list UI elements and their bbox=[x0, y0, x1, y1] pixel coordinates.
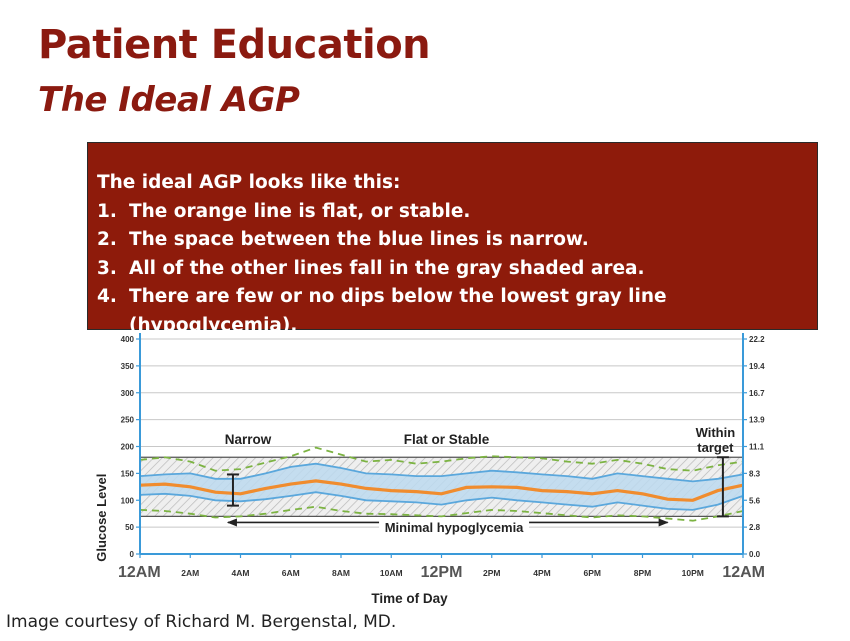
callout-item-number: 3. bbox=[97, 257, 117, 279]
y-tick-label: 200 bbox=[120, 442, 134, 452]
y-tick-label: 0 bbox=[129, 550, 134, 559]
y2-tick-label: 5.6 bbox=[749, 496, 761, 506]
y2-tick-label: 8.3 bbox=[749, 469, 761, 479]
slide-title: Patient Education bbox=[38, 22, 431, 68]
x-tick-label: 2AM bbox=[181, 568, 200, 578]
x-tick-label: 4AM bbox=[231, 568, 250, 578]
y-tick-label: 150 bbox=[120, 469, 134, 479]
x-tick-label: 12AM bbox=[118, 564, 161, 581]
y-tick-label: 100 bbox=[120, 496, 134, 506]
callout-intro: The ideal AGP looks like this: bbox=[97, 172, 401, 193]
y-tick-label: 300 bbox=[120, 388, 134, 398]
x-tick-label: 12PM bbox=[420, 564, 463, 581]
y2-tick-label: 11.1 bbox=[749, 442, 765, 452]
annotation-line: Within bbox=[695, 424, 736, 440]
y2-tick-label: 13.9 bbox=[749, 415, 765, 425]
x-tick-label: 10PM bbox=[681, 568, 704, 578]
y-axis-label: Glucose Level bbox=[94, 473, 109, 562]
x-tick-label: 8AM bbox=[332, 568, 350, 578]
y2-tick-label: 22.2 bbox=[749, 335, 765, 344]
callout-item bbox=[97, 283, 817, 340]
annotation-narrow: Narrow bbox=[224, 431, 272, 447]
callout-item bbox=[97, 226, 817, 255]
y-tick-label: 350 bbox=[120, 361, 134, 371]
callout-box bbox=[87, 142, 818, 336]
callout-list bbox=[97, 198, 817, 341]
y2-tick-label: 19.4 bbox=[749, 361, 765, 371]
y2-tick-label: 0.0 bbox=[749, 550, 761, 559]
slide-subtitle: The Ideal AGP bbox=[38, 80, 300, 120]
image-credit: Image courtesy of Richard M. Bergenstal, MD. bbox=[6, 612, 397, 632]
callout-item bbox=[97, 255, 817, 284]
callout-item-text: The space between the blue lines is narrow. bbox=[129, 229, 589, 250]
annotation-line: target bbox=[697, 439, 734, 455]
x-tick-label: 12AM bbox=[722, 564, 765, 581]
callout-item-text: There are few or no dips below the lowest gray line (hypoglycemia). bbox=[129, 286, 667, 336]
callout-item-text: All of the other lines fall in the gray shaded area. bbox=[129, 257, 645, 279]
callout-item bbox=[97, 198, 817, 227]
callout-item-text: The orange line is flat, or stable. bbox=[129, 200, 471, 222]
annotation-flat-or-stable: Flat or Stable bbox=[403, 431, 490, 447]
x-axis-label: Time of Day bbox=[371, 591, 448, 606]
x-tick-label: 2PM bbox=[483, 568, 501, 578]
callout-item-number: 4. bbox=[97, 286, 117, 307]
y2-tick-label: 2.8 bbox=[749, 523, 761, 533]
x-tick-label: 6PM bbox=[583, 568, 601, 578]
x-tick-label: 6AM bbox=[281, 568, 300, 578]
y-tick-label: 250 bbox=[120, 415, 134, 425]
x-tick-label: 4PM bbox=[533, 568, 551, 578]
y-tick-label: 50 bbox=[125, 523, 134, 533]
annotation-within-target bbox=[696, 425, 736, 455]
y-tick-label: 400 bbox=[120, 335, 134, 344]
annotation-minimal-hypoglycemia: Minimal hypoglycemia bbox=[384, 520, 524, 536]
x-tick-label: 10AM bbox=[379, 568, 403, 578]
callout-item-number: 1. bbox=[97, 200, 117, 222]
x-tick-label: 8PM bbox=[633, 568, 652, 578]
callout-item-number: 2. bbox=[97, 229, 117, 250]
y2-tick-label: 16.7 bbox=[749, 388, 765, 398]
